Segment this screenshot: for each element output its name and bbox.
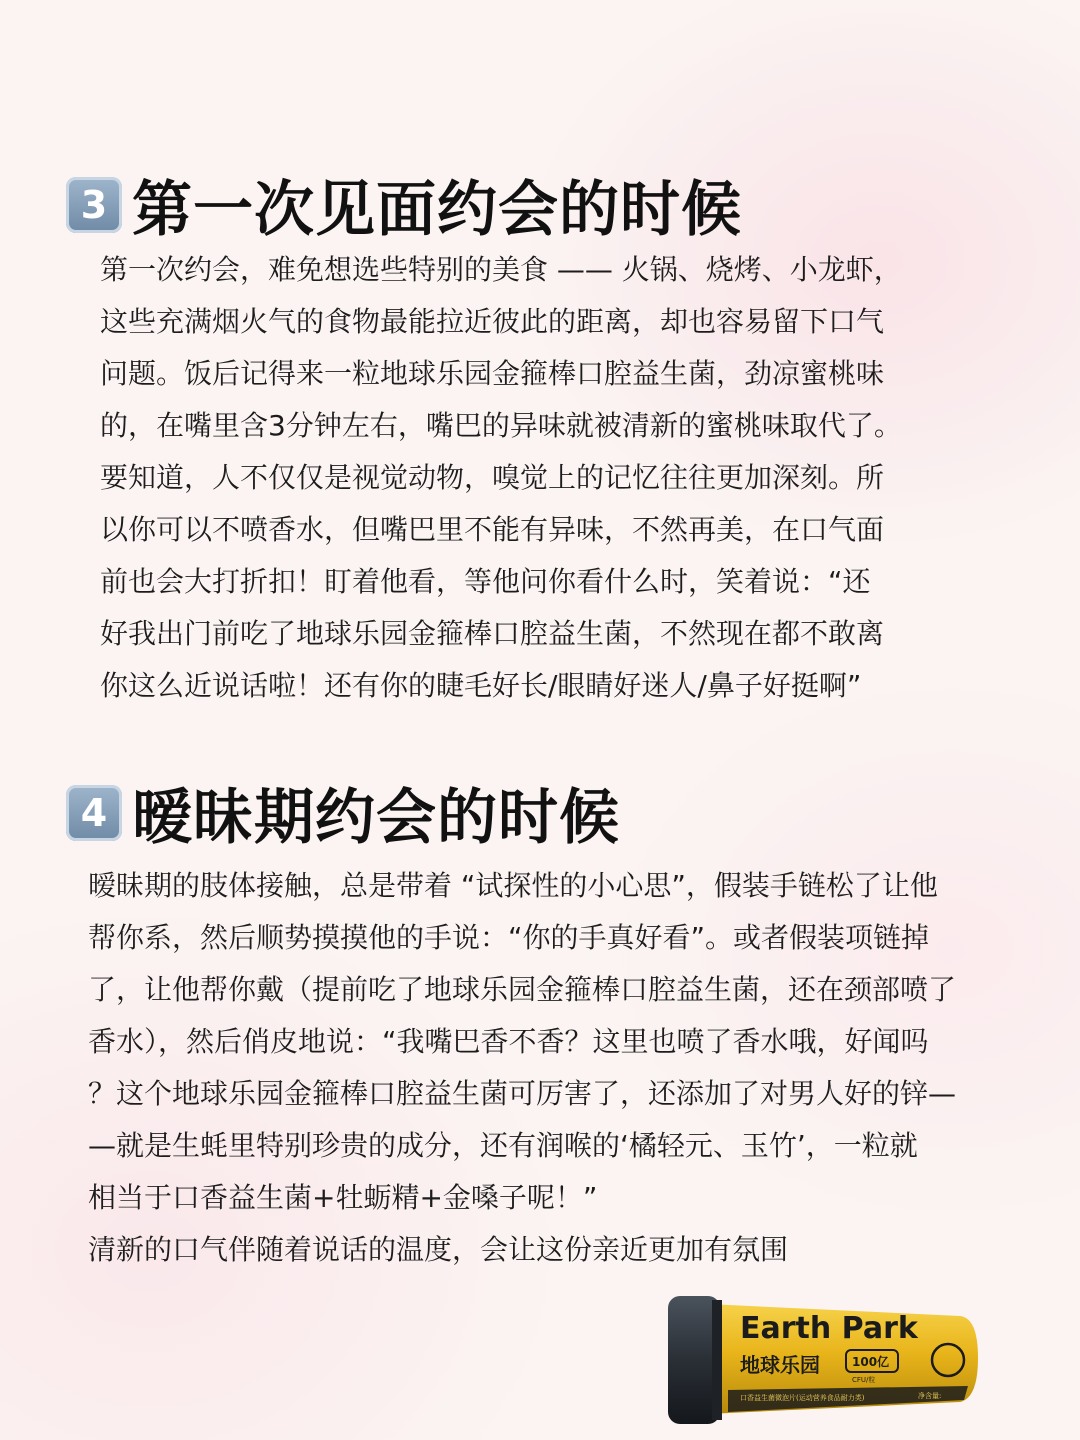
section-3-paragraph	[100, 244, 902, 712]
cfu-badge-sub: CFU/粒	[852, 1376, 876, 1384]
paragraph-line: ？这个地球乐园金箍棒口腔益生菌可厉害了，还添加了对男人好的锌—	[88, 1077, 957, 1110]
paragraph-line: —就是生蚝里特别珍贵的成分，还有润喉的‘橘轻元、玉竹’，一粒就	[88, 1129, 918, 1162]
paragraph-line: 前也会大打折扣！盯着他看，等他问你看什么时，笑着说：“还	[100, 565, 871, 598]
product-tube-illustration	[668, 1290, 980, 1426]
paragraph-line: 好我出门前吃了地球乐园金箍棒口腔益生菌，不然现在都不敢离	[100, 617, 885, 650]
paragraph-line: 了，让他帮你戴（提前吃了地球乐园金箍棒口腔益生菌，还在颈部喷了	[88, 973, 957, 1006]
brand-chinese: 地球乐园	[740, 1353, 820, 1377]
paragraph-line: 以你可以不喷香水，但嘴巴里不能有异味，不然再美，在口气面	[100, 513, 885, 546]
paragraph-line: 你这么近说话啦！还有你的睫毛好长/眼睛好迷人/鼻子好挺啊”	[100, 669, 862, 702]
brand-english: Earth Park	[740, 1311, 918, 1346]
product-subtitle: 口香益生菌微泡片(运动营养食品耐力类)	[740, 1394, 865, 1402]
section-4-heading	[66, 770, 620, 856]
paragraph-line: 要知道，人不仅仅是视觉动物，嗅觉上的记忆往往更加深刻。所	[100, 461, 885, 494]
number-3-badge-icon: 3	[66, 177, 122, 233]
paragraph-line: 这些充满烟火气的食物最能拉近彼此的距离，却也容易留下口气	[100, 305, 885, 338]
cfu-badge: 100亿	[852, 1355, 890, 1369]
section-3-heading	[66, 162, 742, 248]
paragraph-line: 清新的口气伴随着说话的温度，会让这份亲近更加有氛围	[88, 1233, 789, 1266]
number-4-badge-icon: 4	[66, 785, 122, 841]
paragraph-line: 香水），然后俏皮地说：“我嘴巴香不香？这里也喷了香水哦，好闻吗	[88, 1025, 929, 1058]
paragraph-line: 第一次约会，难免想选些特别的美食 —— 火锅、烧烤、小龙虾，	[100, 253, 902, 286]
paragraph-line: 的，在嘴里含3分钟左右，嘴巴的异味就被清新的蜜桃味取代了。	[100, 409, 902, 442]
paragraph-line: 暧昧期的肢体接触，总是带着 “试探性的小心思”，假装手链松了让他	[88, 869, 938, 902]
section-4-paragraph	[88, 860, 956, 1276]
paragraph-line: 帮你系，然后顺势摸摸他的手说：“你的手真好看”。或者假装项链掉	[88, 921, 930, 954]
paragraph-line: 相当于口香益生菌+牡蛎精+金嗓子呢！”	[88, 1181, 598, 1214]
paragraph-line: 问题。饭后记得来一粒地球乐园金箍棒口腔益生菌，劲凉蜜桃味	[100, 357, 885, 390]
cap-ring	[712, 1300, 722, 1420]
net-content-label: 净含量:	[918, 1392, 942, 1400]
product-tube-image	[668, 1290, 980, 1426]
section-4-title: 暧昧期约会的时候	[132, 783, 620, 853]
section-3-title: 第一次见面约会的时候	[132, 175, 742, 245]
